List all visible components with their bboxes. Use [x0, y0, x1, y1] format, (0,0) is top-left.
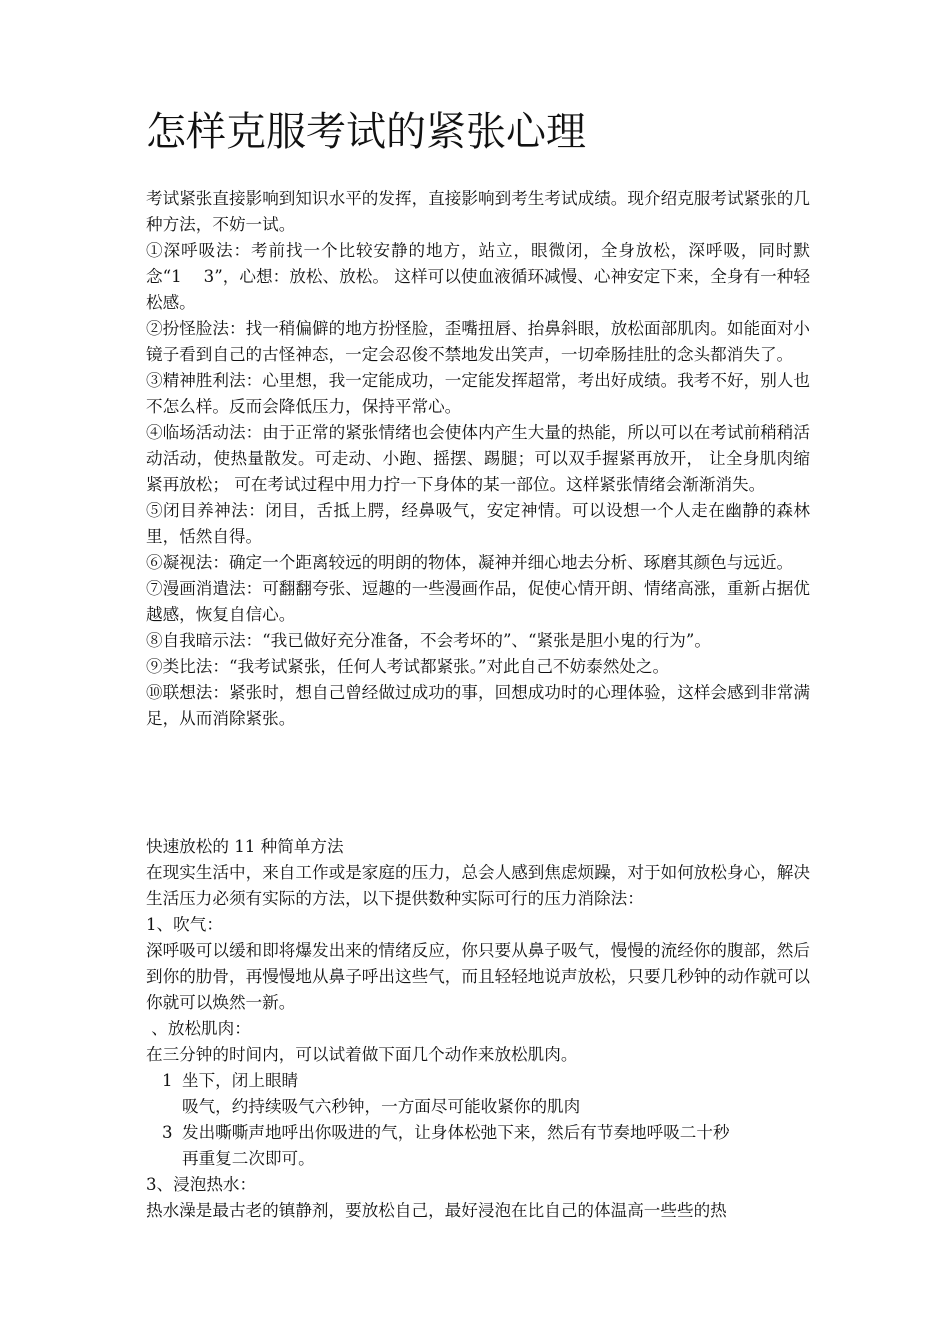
- paragraph-intro: 考试紧张直接影响到知识水平的发挥，直接影响到考生考试成绩。现介绍克服考试紧张的几种方法，不妨一试。: [146, 189, 810, 234]
- item-3-title: 3、浸泡热水：: [146, 1175, 257, 1194]
- paragraph-method-8: ⑧自我暗示法：“我已做好充分准备，不会考坏的”、“紧张是胆小鬼的行为”。: [146, 631, 711, 650]
- paragraph-method-1: ①深呼吸法：考前找一个比较安静的地方，站立，眼微闭，全身放松，深呼吸，同时默念“1 3”，心想：放松、放松。 这样可以使血液循环减慢、心神安定下来，全身有一种轻松感。: [146, 241, 810, 312]
- item-2-title: 、放松肌肉：: [146, 1019, 251, 1038]
- paragraph-method-2: ②扮怪脸法：找一稍偏僻的地方扮怪脸，歪嘴扭唇、抬鼻斜眼，放松面部肌肉。如能面对小镜子看到自己的古怪神态，一定会忍俊不禁地发出笑声，一切牵肠挂肚的念头都消失了。: [146, 319, 810, 364]
- step-3-text: 发出嘶嘶声地呼出你吸进的气，让身体松弛下来，然后有节奏地呼吸二十秒: [182, 1123, 730, 1142]
- paragraph-method-5: ⑤闭目养神法：闭目，舌抵上腭，经鼻吸气，安定神情。可以设想一个人走在幽静的森林里，恬然自得。: [146, 501, 810, 546]
- section-exam-anxiety: [146, 186, 810, 732]
- paragraph-method-10: ⑩联想法：紧张时，想自己曾经做过成功的事，回想成功时的心理体验，这样会感到非常满足，从而消除紧张。: [146, 683, 810, 728]
- section-quick-relax: [146, 834, 810, 1224]
- step-3: [146, 1120, 810, 1146]
- item-3-body: 热水澡是最古老的镇静剂，要放松自己，最好浸泡在比自己的体温高一些些的热: [146, 1201, 727, 1220]
- step-1-text: 坐下，闭上眼睛: [182, 1071, 299, 1090]
- item-1-body: 深呼吸可以缓和即将爆发出来的情绪反应，你只要从鼻子吸气，慢慢的流经你的腹部，然后到你的肋骨，再慢慢地从鼻子呼出这些气，而且轻轻地说声放松，只要几秒钟的动作就可以你就可以焕然一新。: [146, 941, 810, 1012]
- document-title: 怎样克服考试的紧张心理: [146, 109, 586, 155]
- paragraph-method-7: ⑦漫画消遣法：可翻翻夸张、逗趣的一些漫画作品，促使心情开朗、情绪高涨，重新占据优越感，恢复自信心。: [146, 579, 810, 624]
- step-1-number: 1: [162, 1071, 173, 1090]
- paragraph-method-9: ⑨类比法：“我考试紧张，任何人考试都紧张。”对此自己不妨泰然处之。: [146, 657, 670, 676]
- paragraph-method-4: ④临场活动法：由于正常的紧张情绪也会使体内产生大量的热能，所以可以在考试前稍稍活动活动，使热量散发。可走动、小跑、摇摆、踢腿；可以双手握紧再放开， 让全身肌肉缩紧再放松； 可在考试过程中用力拧一下身体的某一部位。这样紧张情绪会渐渐消失。: [146, 423, 810, 494]
- paragraph-method-6: ⑥凝视法：确定一个距离较远的明朗的物体，凝神并细心地去分析、琢磨其颜色与远近。: [146, 553, 794, 572]
- step-1: [146, 1068, 810, 1094]
- step-3-continuation: 再重复二次即可。: [182, 1149, 315, 1168]
- step-2-text: 吸气，约持续吸气六秒钟，一方面尽可能收紧你的肌肉: [182, 1097, 581, 1116]
- section-heading: 快速放松的 11 种简单方法: [146, 837, 344, 856]
- paragraph-method-3: ③精神胜利法：心里想，我一定能成功，一定能发挥超常，考出好成绩。我考不好，别人也不怎么样。反而会降低压力，保持平常心。: [146, 371, 810, 416]
- paragraph-relax-intro: 在现实生活中，来自工作或是家庭的压力，总会人感到焦虑烦躁，对于如何放松身心，解决生活压力必须有实际的方法，以下提供数种实际可行的压力消除法：: [146, 863, 810, 908]
- item-1-title: 1、吹气：: [146, 915, 223, 934]
- step-3-number: 3: [162, 1123, 173, 1142]
- item-2-body: 在三分钟的时间内，可以试着做下面几个动作来放松肌肉。: [146, 1045, 578, 1064]
